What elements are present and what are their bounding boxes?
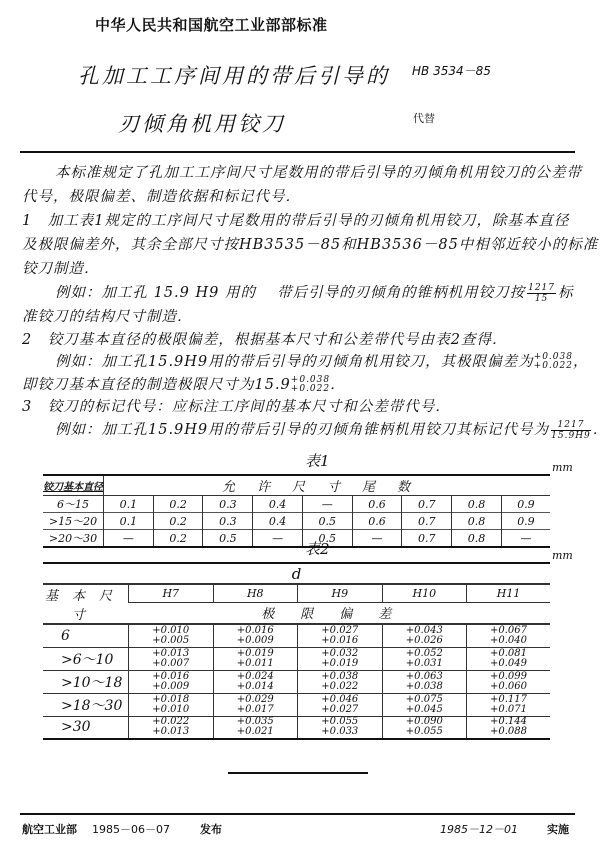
deviation-cell: [129, 624, 214, 647]
paragraph-line: 及极限偏差外，其余全部尺寸按HB3535－85和HB3536－85中相邻近较小的标准: [22, 237, 599, 253]
footer-issued-label: 发布: [200, 823, 222, 836]
lower-deviation: +0.014: [236, 680, 274, 692]
value-cell: 0.4: [253, 513, 303, 530]
lower-deviation: +0.031: [405, 657, 443, 669]
upper-deviation: +0.029: [236, 693, 274, 705]
deviation-cell: [382, 647, 467, 670]
paragraph-line: [22, 373, 346, 394]
value-cell: —: [104, 530, 154, 548]
table2-caption: 表2: [305, 540, 330, 558]
paragraph-line: 1 加工表1规定的工序间尺寸尾数用的带后引导的刃倾角机用铰刀，除基本直径: [22, 213, 570, 229]
table2-limit-header: 极限偏差: [261, 607, 418, 623]
upper-deviation: +0.038: [290, 375, 331, 385]
grade-header: H9: [298, 584, 383, 602]
size-range-cell: >10～18: [61, 674, 123, 691]
upper-deviation: +0.117: [490, 693, 528, 705]
upper-deviation: +0.032: [321, 647, 359, 659]
upper-deviation: +0.075: [405, 693, 443, 705]
deviation-cell: [298, 624, 383, 647]
lower-deviation: +0.009: [152, 680, 190, 692]
table-row: [43, 670, 550, 693]
deviation-cell: [467, 670, 550, 693]
paragraph-line: 铰刀制造．: [22, 261, 100, 277]
text: 例如：加工孔15.9H9用的带后引导的刃倾角锥柄机用铰刀其标记代号为: [55, 422, 550, 438]
deviation-cell: [213, 693, 298, 716]
paragraph-line: [55, 350, 588, 371]
upper-deviation: +0.055: [321, 716, 359, 728]
value-cell: 0.3: [203, 496, 253, 513]
deviation-cell: [382, 693, 467, 716]
lower-deviation: +0.060: [490, 680, 528, 692]
value-cell: 0.8: [452, 513, 502, 530]
upper-deviation: +0.099: [490, 670, 528, 682]
lower-deviation: +0.011: [236, 657, 274, 669]
lower-deviation: +0.010: [152, 703, 190, 715]
value-cell: 0.1: [104, 513, 154, 530]
deviation-cell: [129, 693, 214, 716]
value-cell: 0.6: [352, 496, 402, 513]
table2-col0-header: 基本尺寸: [44, 589, 126, 623]
paragraph-line: 代号，极限偏差、制造依据和标记代号．: [22, 189, 301, 205]
upper-deviation: +0.144: [490, 716, 528, 728]
text: ．: [330, 377, 346, 393]
upper-deviation: +0.038: [533, 352, 573, 362]
issuing-organization: 中华人民共和国航空工业部部标准: [95, 16, 328, 34]
footer-rule: [20, 813, 575, 815]
footer-effective-label: 实施: [547, 823, 569, 836]
upper-deviation: +0.022: [152, 716, 190, 728]
replaces-label: 代替: [413, 112, 435, 125]
text: 即铰刀基本直径的制造极限尺寸为15.9: [22, 377, 291, 393]
deviation-cell: [129, 647, 214, 670]
marking-code-fraction: [551, 420, 591, 441]
fraction-numerator: 1217: [551, 420, 591, 431]
deviation: [291, 376, 330, 394]
value-cell: —: [501, 530, 550, 548]
table-row: [43, 496, 550, 513]
deviation: [534, 353, 573, 371]
deviation-cell: [298, 693, 383, 716]
deviation-cell: [467, 624, 550, 647]
paragraph-line: [55, 418, 608, 441]
upper-deviation: +0.067: [490, 624, 528, 636]
value-cell: 0.4: [253, 496, 303, 513]
value-cell: 0.7: [402, 496, 452, 513]
table2-unit: mm: [552, 549, 573, 562]
lower-deviation: +0.017: [236, 703, 274, 715]
footer-effective-date: 1985－12－01: [440, 823, 518, 836]
paragraph-line: 3 铰刀的标记代号：应标注工序间的基本尺寸和公差带代号．: [22, 399, 451, 415]
lower-deviation: +0.033: [321, 726, 359, 738]
deviation-cell: [467, 647, 550, 670]
header-rule: [20, 151, 575, 153]
size-range-cell: >20～30: [48, 532, 98, 545]
upper-deviation: +0.038: [321, 670, 359, 682]
document-title-line2: 刃倾角机用铰刀: [118, 112, 286, 136]
upper-deviation: +0.090: [405, 716, 443, 728]
deviation-cell: [129, 716, 214, 739]
value-cell: —: [352, 530, 402, 548]
deviation-cell: [467, 693, 550, 716]
table-row: [43, 624, 550, 647]
text: ．: [592, 422, 608, 438]
table-row: [43, 647, 550, 670]
table2-symbol-row: [43, 563, 550, 584]
footer-issuer: 航空工业部: [22, 823, 77, 836]
deviation-cell: [213, 716, 298, 739]
document-title-line1: 孔加工工序间用的带后引导的: [78, 64, 390, 88]
lower-deviation: +0.055: [405, 726, 443, 738]
value-cell: 0.8: [452, 496, 502, 513]
deviation-cell: [213, 647, 298, 670]
lower-deviation: +0.026: [405, 634, 443, 646]
deviation-cell: [298, 647, 383, 670]
value-cell: 0.2: [153, 530, 203, 548]
lower-deviation: +0.049: [490, 657, 528, 669]
paragraph-line: 2 铰刀基本直径的极限偏差，根据基本尺寸和公差带代号由表2查得．: [22, 332, 508, 348]
upper-deviation: +0.018: [152, 693, 190, 705]
text: ，: [572, 354, 589, 370]
lower-deviation: +0.007: [152, 657, 190, 669]
size-range-cell: >30: [61, 719, 91, 736]
paragraph-line: 准铰刀的结构尺寸制造．: [22, 309, 193, 325]
value-cell: 0.2: [153, 513, 203, 530]
lower-deviation: +0.040: [490, 634, 528, 646]
text: 例如：加工孔15.9H9用的带后引导的刃倾角机用铰刀，其极限偏差为: [55, 354, 534, 370]
value-cell: 0.9: [501, 496, 550, 513]
value-cell: 0.2: [153, 496, 203, 513]
value-cell: 0.5: [302, 530, 352, 548]
lower-deviation: +0.005: [152, 634, 190, 646]
table1-allowed-size-tails: [43, 474, 550, 548]
deviation-cell: [382, 670, 467, 693]
upper-deviation: +0.081: [490, 647, 528, 659]
upper-deviation: +0.024: [236, 670, 274, 682]
upper-deviation: +0.046: [321, 693, 359, 705]
lower-deviation: +0.071: [490, 703, 528, 715]
upper-deviation: +0.052: [405, 647, 443, 659]
paragraph-line: 本标准规定了孔加工工序间尺寸尾数用的带后引导的刃倾角机用铰刀的公差带: [55, 165, 582, 181]
value-cell: 0.8: [452, 530, 502, 548]
upper-deviation: +0.016: [152, 670, 190, 682]
grade-header: H11: [467, 584, 550, 602]
deviation-cell: [382, 624, 467, 647]
table-row: [43, 513, 550, 530]
table-row: [43, 716, 550, 739]
value-cell: 0.1: [104, 496, 154, 513]
lower-deviation: +0.022: [321, 680, 359, 692]
table1-header-row: [43, 475, 550, 496]
table2-limit-deviations: [43, 562, 550, 740]
lower-deviation: +0.088: [490, 726, 528, 738]
lower-deviation: +0.019: [321, 657, 359, 669]
paragraph-line: [55, 281, 574, 304]
text: 例如：加工孔 15.9 H9 用的 带后引导的刃倾角的锥柄机用铰刀按: [55, 285, 526, 301]
lower-deviation: +0.022: [290, 384, 331, 394]
size-range-cell: >15～20: [48, 515, 98, 528]
value-cell: 0.6: [352, 513, 402, 530]
fraction-denominator: 15.9H9: [551, 430, 591, 441]
value-cell: 0.3: [203, 513, 253, 530]
grade-header: H10: [382, 584, 467, 602]
upper-deviation: +0.019: [236, 647, 274, 659]
value-cell: —: [253, 530, 303, 548]
upper-deviation: +0.013: [152, 647, 190, 659]
upper-deviation: +0.027: [321, 624, 359, 636]
fraction-denominator: 15: [534, 293, 549, 304]
reamer-code-fraction: [527, 283, 556, 304]
text: 标: [558, 285, 574, 301]
deviation-cell: [298, 670, 383, 693]
value-cell: 0.7: [402, 530, 452, 548]
lower-deviation: +0.045: [405, 703, 443, 715]
value-cell: —: [302, 496, 352, 513]
table1-span-header: 允许尺寸尾数: [104, 475, 551, 496]
table2-grade-row: [43, 584, 550, 602]
upper-deviation: +0.035: [236, 716, 274, 728]
lower-deviation: +0.013: [152, 726, 190, 738]
value-cell: 0.9: [501, 513, 550, 530]
table1-unit: mm: [552, 461, 573, 474]
deviation-cell: [382, 716, 467, 739]
value-cell: 0.5: [302, 513, 352, 530]
size-range-cell: 6～15: [57, 498, 89, 511]
upper-deviation: +0.010: [152, 624, 190, 636]
deviation-cell: [467, 716, 550, 739]
table2-symbol: d: [291, 564, 302, 583]
value-cell: 0.5: [203, 530, 253, 548]
grade-header: H8: [213, 584, 298, 602]
end-mark-rule: [228, 772, 368, 774]
table-row: [43, 530, 550, 548]
deviation-cell: [298, 716, 383, 739]
size-range-cell: >18～30: [61, 697, 123, 714]
deviation-cell: [213, 624, 298, 647]
lower-deviation: +0.027: [321, 703, 359, 715]
upper-deviation: +0.063: [405, 670, 443, 682]
upper-deviation: +0.043: [405, 624, 443, 636]
lower-deviation: +0.021: [236, 726, 274, 738]
grade-header: H7: [129, 584, 214, 602]
deviation-cell: [213, 670, 298, 693]
table1-col0-header: 铰刀基本直径: [43, 482, 103, 493]
upper-deviation: +0.016: [236, 624, 274, 636]
deviation-cell: [129, 670, 214, 693]
lower-deviation: +0.009: [236, 634, 274, 646]
value-cell: 0.7: [402, 513, 452, 530]
lower-deviation: +0.038: [405, 680, 443, 692]
lower-deviation: +0.022: [533, 361, 573, 371]
standard-code: HB 3534－85: [412, 64, 491, 78]
size-range-cell: 6: [61, 627, 70, 644]
table-row: [43, 693, 550, 716]
table1-caption: 表1: [305, 452, 330, 470]
footer-issue-date: 1985－06－07: [92, 823, 170, 836]
lower-deviation: +0.016: [321, 634, 359, 646]
fraction-numerator: 1217: [528, 282, 555, 293]
size-range-cell: >6～10: [61, 651, 114, 668]
